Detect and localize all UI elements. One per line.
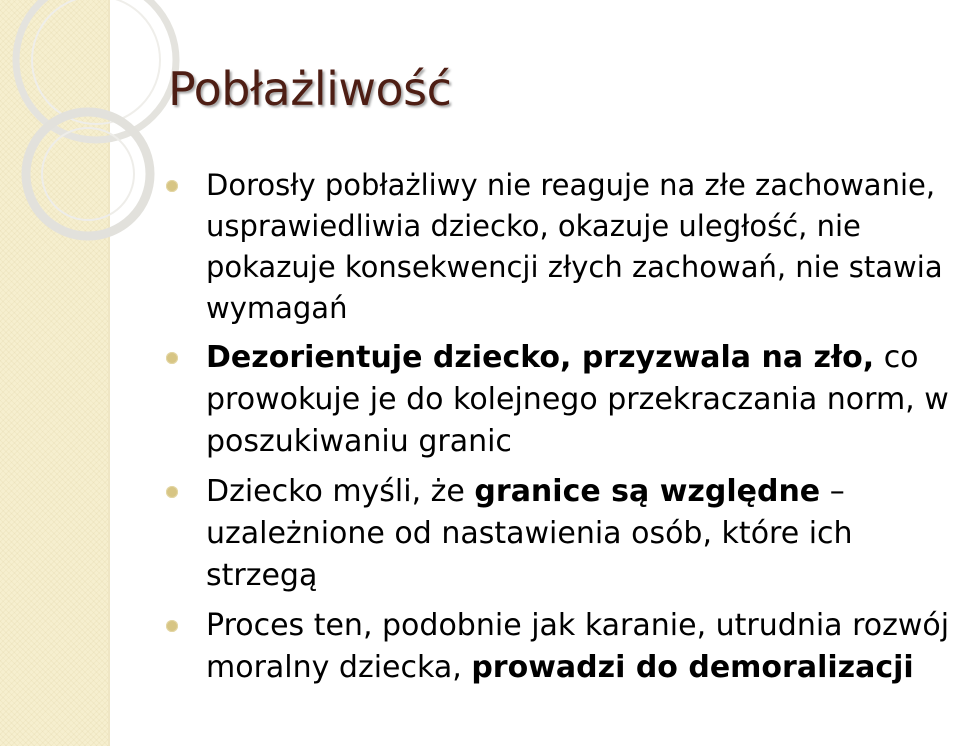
bullet-2-text: co prowokuje je do kolejnego przekraczania norm, w poszukiwaniu granic — [206, 340, 949, 459]
bullet-icon — [166, 352, 178, 364]
bullet-3-bold: granice są względne — [474, 474, 821, 509]
page-title: Pobłażliwość — [168, 62, 452, 116]
bullet-3-text-after: – uzależnione od nastawienia osób, które ich strzegą — [206, 474, 853, 593]
list-item — [160, 165, 950, 329]
bullet-4-bold: prowadzi do demoralizacji — [471, 650, 914, 685]
bullet-2-bold: Dezorientuje dziecko, przyzwala na zło, — [206, 340, 875, 375]
bullet-icon — [166, 180, 178, 192]
bullet-3-text-before: Dziecko myśli, że — [206, 474, 475, 509]
list-item — [160, 605, 950, 689]
list-item — [160, 471, 950, 597]
bullet-1-text: Dorosły pobłażliwy nie reaguje na złe zachowanie, usprawiedliwia dziecko, okazuje uległość, nie pokazuje konsekwencji złych zachowań, nie stawia wymagań — [206, 168, 943, 325]
bullet-icon — [166, 620, 178, 632]
bullet-4-text: Proces ten, podobnie jak karanie, utrudnia rozwój moralny dziecka, — [206, 608, 950, 685]
bullet-list — [160, 165, 950, 697]
list-item — [160, 337, 950, 463]
bullet-icon — [166, 486, 178, 498]
